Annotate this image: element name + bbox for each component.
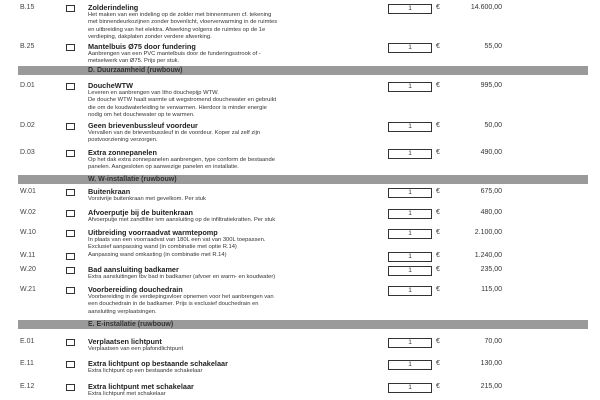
currency-symbol: € bbox=[436, 209, 440, 216]
option-price: 2.100,00 bbox=[474, 229, 502, 236]
currency-symbol: € bbox=[436, 4, 440, 11]
currency-symbol: € bbox=[436, 266, 440, 273]
option-code: W.21 bbox=[20, 286, 36, 293]
option-code: E.01 bbox=[20, 338, 35, 345]
description-line: Op het dak extra zonnepanelen aanbrengen, type conform de bestaande bbox=[88, 157, 275, 163]
quantity-input[interactable] bbox=[388, 43, 432, 53]
option-price: 995,00 bbox=[480, 82, 502, 89]
quantity-input[interactable] bbox=[388, 252, 432, 262]
description-line: aansluiting verplaatsingen. bbox=[88, 308, 157, 315]
description-line: met binnendeurkozijnen zonder bovenlicht, vloerverwarming in de ruimtes bbox=[88, 19, 278, 26]
option-title: Uitbreiding voorraadvat warmtepomp bbox=[88, 228, 218, 237]
description-line: Het maken van een indeling op de zolder met binnenmuren cf. tekening bbox=[88, 12, 272, 18]
option-checkbox[interactable] bbox=[66, 361, 75, 368]
currency-symbol: € bbox=[436, 188, 440, 195]
option-code: D.02 bbox=[20, 122, 35, 129]
option-title: Afvoerputje bij de buitenkraan bbox=[88, 208, 194, 217]
currency-symbol: € bbox=[436, 286, 440, 293]
option-title: Extra lichtpunt met schakelaar bbox=[88, 382, 194, 391]
quantity-input[interactable] bbox=[388, 266, 432, 276]
description-line: nodig om het douchewater op te warmen. bbox=[88, 112, 195, 119]
option-price: 675,00 bbox=[480, 188, 502, 195]
option-title: Buitenkraan bbox=[88, 187, 131, 196]
option-checkbox[interactable] bbox=[66, 384, 75, 391]
quantity-input[interactable] bbox=[388, 383, 432, 393]
option-title: Extra zonnepanelen bbox=[88, 148, 157, 157]
option-price: 215,00 bbox=[480, 383, 502, 390]
option-description bbox=[88, 90, 383, 120]
description-line: Aanbrengen van een PVC mantelbuis door de funderingsstrook of - bbox=[88, 51, 261, 57]
option-description bbox=[88, 391, 383, 398]
currency-symbol: € bbox=[436, 360, 440, 367]
description-line: Aanpassing wand omkasting (in combinatie met R.14) bbox=[88, 252, 227, 258]
option-checkbox[interactable] bbox=[66, 5, 75, 12]
description-line: De douche WTW haalt warmte uit wegstromend douchewater en gebruikt bbox=[88, 97, 277, 104]
option-description bbox=[88, 252, 383, 259]
option-code: W.20 bbox=[20, 266, 36, 273]
option-price: 235,00 bbox=[480, 266, 502, 273]
quantity-input[interactable] bbox=[388, 82, 432, 92]
section-title: W. W-installatie (ruwbouw) bbox=[88, 176, 177, 183]
description-line: Vervallen van de brievenbussleuf in de voordeur. Koper zal zelf zijn bbox=[88, 130, 261, 136]
option-description bbox=[88, 346, 383, 353]
description-line: Extra aansluitingen tbv bad in badkamer (afvoer en warm- en koudwater) bbox=[88, 274, 276, 280]
option-checkbox[interactable] bbox=[66, 83, 75, 90]
option-description bbox=[88, 274, 383, 281]
section-title: E. E-installatie (ruwbouw) bbox=[88, 321, 174, 328]
quantity-input[interactable] bbox=[388, 4, 432, 14]
quantity-input[interactable] bbox=[388, 188, 432, 198]
option-price: 490,00 bbox=[480, 149, 502, 156]
section-header bbox=[18, 175, 588, 184]
description-line: panelen. Aangesloten op aanwezige panelen en installatie. bbox=[88, 164, 239, 171]
quantity-input[interactable] bbox=[388, 286, 432, 296]
description-line: Exclusief aanpassing wand (in combinatie met optie R.14) bbox=[88, 244, 237, 251]
option-checkbox[interactable] bbox=[66, 339, 75, 346]
option-code: W.10 bbox=[20, 229, 36, 236]
option-price: 1.240,00 bbox=[474, 252, 502, 259]
quantity-input[interactable] bbox=[388, 229, 432, 239]
description-line: Verplaatsen van een plafondlichtpunt bbox=[88, 346, 184, 352]
description-line: metselwerk van Ø75. Prijs per stuk. bbox=[88, 58, 180, 65]
option-title: Mantelbuis Ø75 door fundering bbox=[88, 42, 196, 51]
option-price: 55,00 bbox=[484, 43, 502, 50]
option-price: 115,00 bbox=[481, 286, 502, 293]
description-line: Extra lichtpunt met schakelaar bbox=[88, 391, 166, 397]
quantity-input[interactable] bbox=[388, 338, 432, 348]
option-checkbox[interactable] bbox=[66, 230, 75, 237]
currency-symbol: € bbox=[436, 252, 440, 259]
currency-symbol: € bbox=[436, 338, 440, 345]
description-line: Leveren en aanbrengen van Itho douchepijp WTW. bbox=[88, 90, 219, 96]
description-line: Afvoerputje met zandfilter ivm aansluiting op de infiltratiekratten. Per stuk bbox=[88, 217, 276, 223]
quantity-input[interactable] bbox=[388, 209, 432, 219]
option-checkbox[interactable] bbox=[66, 253, 75, 260]
option-description bbox=[88, 237, 383, 252]
option-description bbox=[88, 12, 383, 42]
section-header bbox=[18, 66, 588, 75]
option-title: Voorbereiding douchedrain bbox=[88, 285, 183, 294]
option-code: W.11 bbox=[20, 252, 36, 259]
option-title: Extra lichtpunt op bestaande schakelaar bbox=[88, 359, 228, 368]
option-title: Geen brievenbussleuf voordeur bbox=[88, 121, 198, 130]
description-line: en uitbreiding van het elektra. Afwerking volgens de ruimtes op de 1e bbox=[88, 26, 266, 33]
option-title: DoucheWTW bbox=[88, 81, 133, 90]
option-checkbox[interactable] bbox=[66, 210, 75, 217]
option-code: D.03 bbox=[20, 149, 35, 156]
option-description bbox=[88, 294, 383, 316]
currency-symbol: € bbox=[436, 122, 440, 129]
option-description bbox=[88, 217, 383, 224]
option-description bbox=[88, 157, 383, 172]
option-price: 480,00 bbox=[480, 209, 502, 216]
currency-symbol: € bbox=[436, 149, 440, 156]
option-description bbox=[88, 51, 383, 66]
section-header bbox=[18, 320, 588, 329]
currency-symbol: € bbox=[436, 43, 440, 50]
option-price: 130,00 bbox=[480, 360, 502, 367]
option-code: E.11 bbox=[20, 360, 34, 367]
option-description bbox=[88, 196, 383, 203]
currency-symbol: € bbox=[436, 82, 440, 89]
quantity-input[interactable] bbox=[388, 122, 432, 132]
description-line: Extra lichtpunt op een bestaande schakelaar bbox=[88, 368, 203, 374]
option-description bbox=[88, 130, 383, 145]
option-price: 50,00 bbox=[484, 122, 502, 129]
currency-symbol: € bbox=[436, 229, 440, 236]
description-line: verdieping, dakplaten zonder verdere afwerking. bbox=[88, 34, 212, 41]
description-line: In plaats van een voorraadvat van 180L een vat van 300L toepassen. bbox=[88, 237, 266, 243]
option-title: Bad aansluiting badkamer bbox=[88, 265, 179, 274]
option-checkbox[interactable] bbox=[66, 123, 75, 130]
option-price: 70,00 bbox=[484, 338, 502, 345]
description-line: Voorbereiding in de verdiepingsvloer opnemen voor het aanbrengen van bbox=[88, 294, 274, 300]
description-line: postvoorziening verzorgen. bbox=[88, 137, 158, 144]
option-title: Verplaatsen lichtpunt bbox=[88, 337, 162, 346]
currency-symbol: € bbox=[436, 383, 440, 390]
option-checkbox[interactable] bbox=[66, 267, 75, 274]
option-description bbox=[88, 368, 383, 375]
option-price: 14.600,00 bbox=[470, 4, 502, 11]
option-code: B.25 bbox=[20, 43, 35, 50]
description-line: Vorstvrije buitenkraan met gevelkom. Per stuk bbox=[88, 196, 206, 202]
option-code: B.15 bbox=[20, 4, 35, 11]
option-checkbox[interactable] bbox=[66, 44, 75, 51]
description-line: die om de koudwaterleiding te verwarmen. Hierdoor is minder energie bbox=[88, 104, 267, 111]
option-code: W.01 bbox=[20, 188, 36, 195]
option-code: E.12 bbox=[20, 383, 35, 390]
description-line: een douchedrain in de badkamer. Prijs is exclusief douchedrain en bbox=[88, 301, 259, 308]
quantity-input[interactable] bbox=[388, 360, 432, 370]
option-code: W.02 bbox=[20, 209, 36, 216]
section-title: D. Duurzaamheid (ruwbouw) bbox=[88, 67, 183, 74]
option-checkbox[interactable] bbox=[66, 150, 75, 157]
option-checkbox[interactable] bbox=[66, 189, 75, 196]
option-code: D.01 bbox=[20, 82, 35, 89]
option-checkbox[interactable] bbox=[66, 287, 75, 294]
option-title: Zolderindeling bbox=[88, 3, 139, 12]
quantity-input[interactable] bbox=[388, 149, 432, 159]
